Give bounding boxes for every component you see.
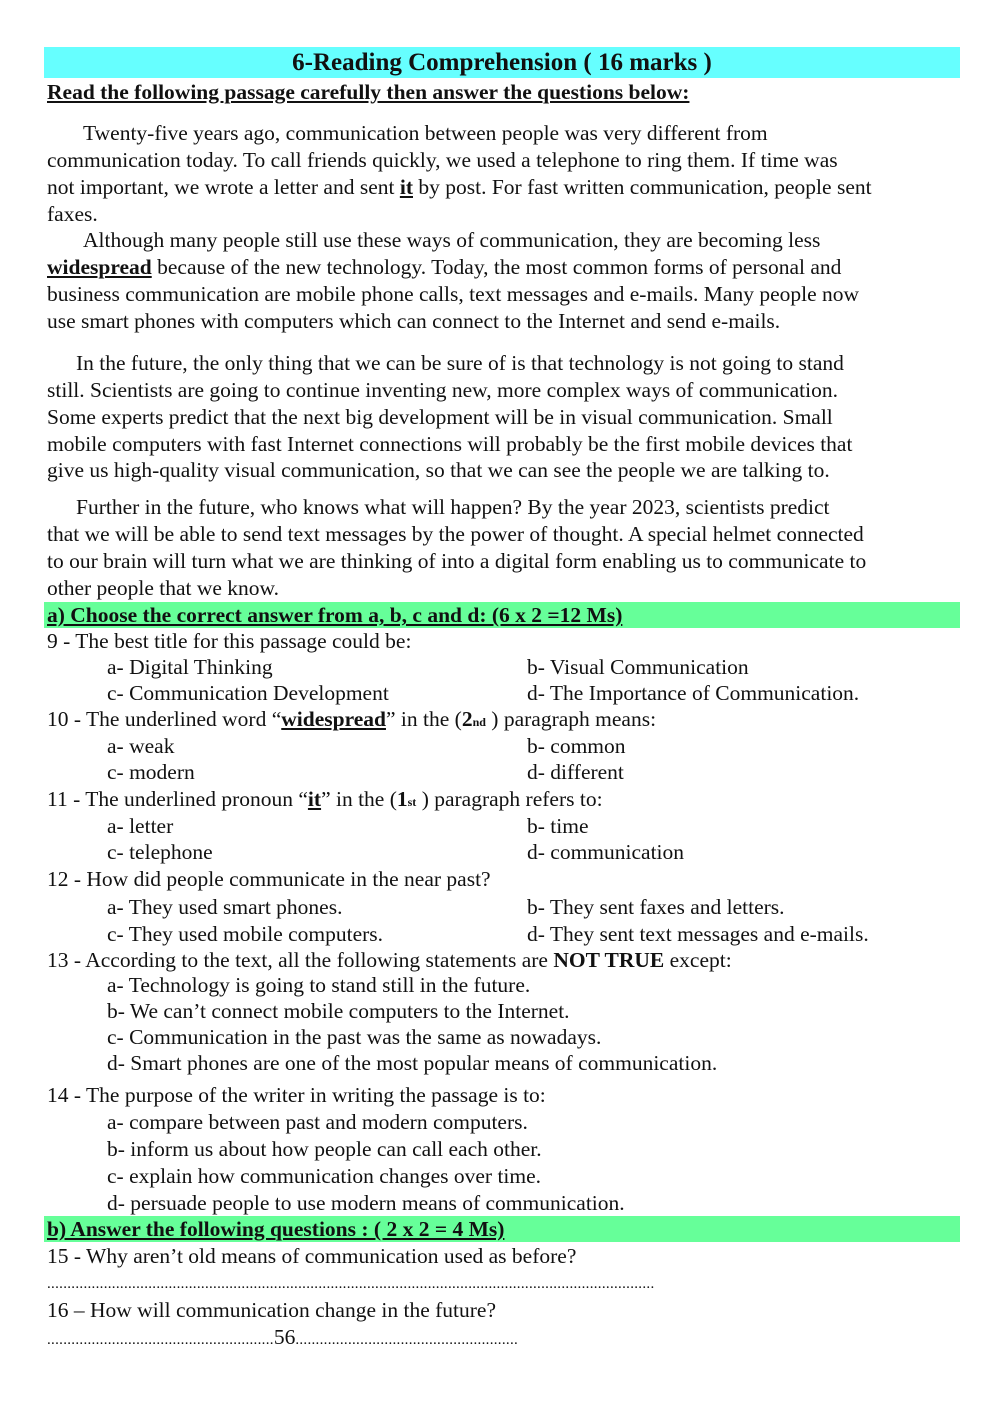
option-c[interactable]: c- explain how communication changes over time. — [107, 1164, 542, 1188]
passage-line: still. Scientists are going to continue inventing new, more complex ways of communication. — [47, 378, 838, 402]
option-b[interactable]: b- time — [527, 814, 589, 838]
passage-line: mobile computers with fast Internet connections will probably be the first mobile devices that — [47, 432, 853, 456]
passage-line: to our brain will turn what we are thinking of into a digital form enabling us to communicate to — [47, 549, 867, 573]
passage-line — [47, 174, 872, 200]
passage-line: use smart phones with computers which can connect to the Internet and send e-mails. — [47, 309, 781, 333]
passage-line: Some experts predict that the next big development will be in visual communication. Small — [47, 405, 833, 429]
option-b[interactable]: b- We can’t connect mobile computers to the Internet. — [107, 999, 570, 1023]
text: because of the new technology. Today, the most common forms of personal and — [151, 255, 842, 279]
option-b[interactable]: b- Visual Communication — [527, 655, 749, 679]
section-title: 6-Reading Comprehension ( 16 marks ) — [44, 47, 960, 78]
question-10: 10 - The underlined word “widespread” in the (2nd ) paragraph means: — [47, 707, 657, 731]
section-b-heading: b) Answer the following questions : ( 2 x 2 = 4 Ms) — [47, 1217, 505, 1241]
option-d[interactable]: d- communication — [527, 840, 685, 864]
option-c[interactable]: c- Communication in the past was the same as nowadays. — [107, 1025, 602, 1049]
question-9: 9 - The best title for this passage could be: — [47, 629, 412, 653]
question-12: 12 - How did people communicate in the near past? — [47, 867, 491, 891]
text: not important, we wrote a letter and sent — [47, 175, 400, 199]
option-d[interactable]: d- They sent text messages and e-mails. — [527, 922, 869, 946]
passage-line: that we will be able to send text messages by the power of thought. A special helmet connected — [47, 522, 864, 546]
option-d[interactable]: d- The Importance of Communication. — [527, 681, 860, 705]
section-a-heading: a) Choose the correct answer from a, b, c and d: (6 x 2 =12 Ms) — [47, 603, 623, 627]
option-d[interactable]: d- different — [527, 760, 624, 784]
option-a[interactable]: a- weak — [107, 734, 175, 758]
passage-line: Although many people still use these ways of communication, they are becoming less — [83, 228, 821, 252]
option-a[interactable]: a- compare between past and modern computers. — [107, 1110, 528, 1134]
passage-line: give us high-quality visual communication, so that we can see the people we are talking to. — [47, 458, 830, 482]
option-a[interactable]: a- Digital Thinking — [107, 655, 273, 679]
text: by post. For fast written communication, people sent — [413, 175, 872, 199]
option-b[interactable]: b- common — [527, 734, 626, 758]
passage-line: other people that we know. — [47, 576, 280, 600]
question-16: 16 – How will communication change in the future? — [47, 1298, 496, 1322]
instruction: Read the following passage carefully then answer the questions below: — [47, 80, 690, 104]
passage-line: faxes. — [47, 202, 98, 226]
question-11: 11 - The underlined pronoun “it” in the (1st ) paragraph refers to: — [47, 787, 603, 811]
answer-line-15[interactable]: ...................................................................................................................................................... — [47, 1276, 655, 1292]
option-c[interactable]: c- modern — [107, 760, 195, 784]
page-number: 56 — [273, 1325, 296, 1349]
option-b[interactable]: b- They sent faxes and letters. — [527, 895, 785, 919]
underlined-it: it — [399, 175, 413, 199]
passage-line: business communication are mobile phone calls, text messages and e-mails. Many people now — [47, 282, 860, 306]
passage-line: communication today. To call friends quickly, we used a telephone to ring them. If time was — [47, 148, 838, 172]
option-a[interactable]: a- Technology is going to stand still in the future. — [107, 973, 531, 997]
option-b[interactable]: b- inform us about how people can call each other. — [107, 1137, 542, 1161]
passage-line: Further in the future, who knows what will happen? By the year 2023, scientists predict — [76, 495, 830, 519]
underlined-widespread: widespread — [47, 255, 152, 279]
option-d[interactable]: d- persuade people to use modern means of communication. — [107, 1191, 625, 1215]
option-c[interactable]: c- They used mobile computers. — [107, 922, 384, 946]
option-a[interactable]: a- letter — [107, 814, 174, 838]
passage-line — [47, 254, 841, 280]
passage-line: In the future, the only thing that we can be sure of is that technology is not going to stand — [76, 351, 844, 375]
option-d[interactable]: d- Smart phones are one of the most popular means of communication. — [107, 1051, 718, 1075]
answer-line-16[interactable]: ........................................................56....................................................... — [47, 1325, 519, 1349]
passage-line: Twenty-five years ago, communication between people was very different from — [83, 121, 768, 145]
option-a[interactable]: a- They used smart phones. — [107, 895, 343, 919]
question-13: 13 - According to the text, all the following statements are NOT TRUE except: — [47, 948, 732, 972]
option-c[interactable]: c- Communication Development — [107, 681, 389, 705]
question-14: 14 - The purpose of the writer in writing the passage is to: — [47, 1083, 546, 1107]
question-15: 15 - Why aren’t old means of communication used as before? — [47, 1244, 577, 1268]
option-c[interactable]: c- telephone — [107, 840, 213, 864]
